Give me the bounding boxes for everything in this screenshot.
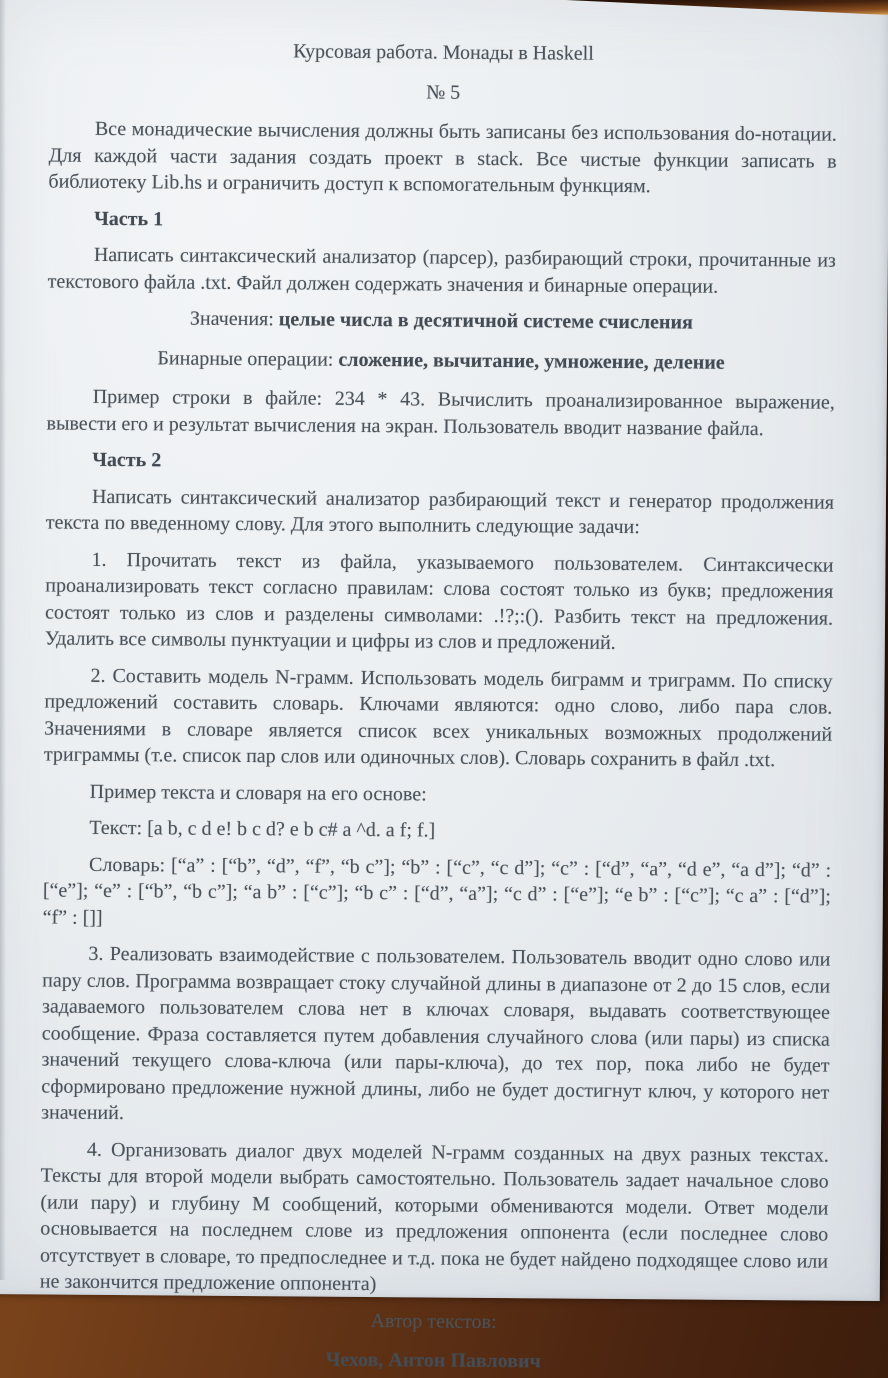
text-segment: Курсовая работа. Монады в Haskell bbox=[293, 40, 594, 65]
text-segment: Все монадические вычисления должны быть записаны без использования do-нотации. Для каждой части задания создать проект в stack. Все чистые функции записать в библиотеку Lib.hs и ограничить доступ к вспомогательным функциям. bbox=[48, 117, 837, 198]
part2-task bbox=[46, 483, 834, 542]
bold-text-segment: сложение, вычитание, умножение, деление bbox=[338, 348, 725, 374]
bold-text-segment: целые числа в десятичной системе счисления bbox=[278, 308, 693, 334]
text-segment: № 5 bbox=[426, 80, 461, 104]
text-segment: 4. Организовать диалог двух моделей N-грамм созданных на двух разных текстах. Тексты для второй модели выбрать самостоятельно. Пользователь задает начальное слово (или пару) и глубину М сообщений, которыми обмениваются модели. Ответ модели основывается на последнем слове из предложения оппонента (если последнее слово отсутствует в словаре, то предпоследнее и т.д. пока не будет найдено подходящее слово или не закончится предложение оппонента) bbox=[39, 1138, 829, 1296]
bold-text-segment: Чехов, Антон Павлович bbox=[325, 1348, 541, 1373]
part1-task bbox=[48, 241, 836, 300]
text-segment: 2. Составить модель N-грамм. Использовать модель биграмм и триграмм. По списку предложений составить словарь. Ключами являются: одно слово, либо пара слов. Значениями в словаре является список всех уникальных возможных продолжений триграммы (т.е. список пар слов или одиночных слов). Словарь сохранить в файл .txt. bbox=[43, 664, 833, 772]
task-3 bbox=[41, 940, 830, 1132]
task-1 bbox=[45, 546, 834, 658]
example-intro bbox=[44, 778, 832, 811]
text-segment: Значения: bbox=[189, 307, 279, 331]
example-text bbox=[43, 814, 831, 847]
text-segment: Написать синтаксический анализатор (парсер), разбирающий строки, прочитанные из текстового файла .txt. Файл должен содержать значения и бинарные операции. bbox=[47, 243, 836, 298]
part1-heading bbox=[48, 205, 836, 238]
part2-heading bbox=[46, 446, 834, 479]
text-segment: Часть 1 bbox=[94, 207, 164, 230]
operations-line bbox=[47, 344, 835, 377]
text-segment: Пример текста и словаря на его основе: bbox=[89, 780, 427, 805]
task-4 bbox=[40, 1136, 829, 1301]
doc-title bbox=[49, 36, 837, 69]
text-segment: Словарь: [“a” : [“b”, “d”, “f”, “b c”]; “b” : [“c”, “c d”]; “c” : [“d”, “a”, “d e”, “a d”]; “d” : [“e”]; “e” : [“b”, “b c”]; “a b” : [“c”]; “b c” : [“d”, “a”]; “c d” : [“e”]; “e b” : [“c”]; “c a” : [“d”]; “f” : []] bbox=[42, 853, 832, 929]
example-dictionary bbox=[43, 851, 832, 937]
intro-paragraph bbox=[48, 115, 837, 201]
values-line bbox=[47, 304, 835, 337]
doc-number bbox=[49, 76, 837, 109]
text-segment: Часть 2 bbox=[92, 448, 162, 472]
text-segment: Написать синтаксический анализатор разбирающий текст и генератор продолжения текста по введенному слову. Для этого выполнить следующие задачи: bbox=[45, 485, 835, 539]
author-label bbox=[39, 1305, 827, 1338]
example-line bbox=[46, 383, 834, 442]
text-segment: Бинарные операции: bbox=[157, 346, 339, 371]
text-segment: 1. Прочитать текст из файла, указываемого пользователем. Синтаксически проанализировать текст согласно правилам: слова состоят только из букв; предложения состоят только из слов и разделены символами: .!?;:(). Разбить текст на предложения. Удалить все символы пунктуации и цифры из слов и предложений. bbox=[44, 548, 834, 654]
text-segment: Текст: [a b, c d e! b c d? e b c# a ^d. a f; f.] bbox=[89, 816, 436, 842]
paper-left-edge-shadow bbox=[0, 0, 6, 1280]
text-segment: Пример строки в файле: 234 * 43. Вычислить проанализированное выражение, вывести его и результат вычисления на экран. Пользователь вводит название файла. bbox=[46, 385, 835, 440]
text-segment: 3. Реализовать взаимодействие с пользователем. Пользователь вводит одно слово или пару слов. Программа возвращает стоку случайной длины в диапазоне от 2 до 15 слов, если задаваемого пользователем слова нет в ключах словаря, выдавать соответствующее сообщение. Фраза составляется путем добавления случайного слова (или пары) из списка значений текущего слова-ключа (или пары-ключа), до тех пор, пока либо не будет сформировано предложение нужной длины, либо не будет достигнут ключ, у которого нет значений. bbox=[41, 942, 831, 1125]
task-2 bbox=[44, 662, 833, 774]
text-segment: Автор текстов: bbox=[370, 1309, 497, 1333]
author-name bbox=[39, 1344, 827, 1377]
